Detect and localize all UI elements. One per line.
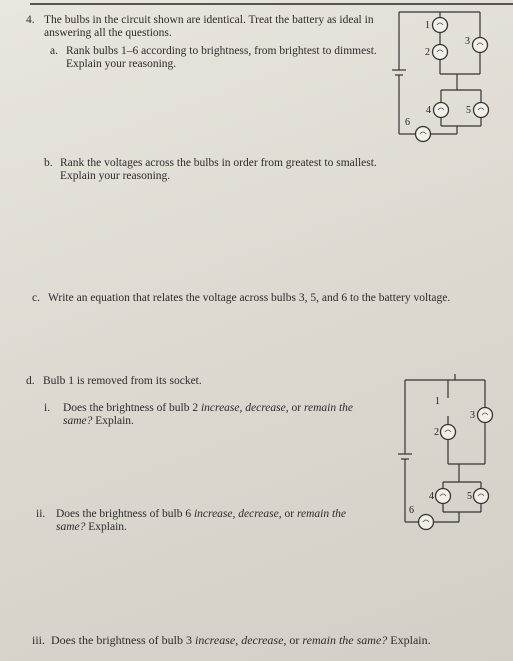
bulb-label-1: 1	[425, 20, 430, 31]
bulb-label-5: 5	[466, 105, 471, 116]
bulb-label-4: 4	[426, 105, 431, 116]
bulb-icon-3-b	[478, 408, 493, 423]
part-b-line1: Rank the voltages across the bulbs in order from greatest to smallest.	[60, 157, 377, 169]
bulb-label-6-b: 6	[409, 505, 414, 516]
part-d-ii-label: ii.	[36, 508, 46, 520]
part-d-ii-line2: same? Explain.	[56, 521, 127, 533]
bulb-icon-4	[434, 103, 449, 118]
part-d-ii-line1: Does the brightness of bulb 6 increase, decrease, or remain the	[56, 508, 347, 520]
circuit-diagram-top	[385, 4, 513, 144]
part-d-i-label: i.	[44, 402, 51, 414]
bulb-icon-6	[416, 127, 431, 142]
bulb-label-1-b: 1	[435, 396, 440, 407]
bulb-icon-6-b	[419, 515, 434, 530]
part-d-i-line2: same? Explain.	[63, 415, 134, 427]
bulb-icon-3	[473, 38, 488, 53]
bulb-icon-2-b	[441, 425, 456, 440]
bulb-icon-2	[433, 45, 448, 60]
bulb-icon-4-b	[436, 489, 451, 504]
circuit-diagram-bottom	[393, 372, 513, 532]
question-intro-line1: The bulbs in the circuit shown are identical. Treat the battery as ideal in	[44, 14, 374, 26]
part-b-line2: Explain your reasoning.	[60, 170, 171, 182]
bulb-label-5-b: 5	[467, 491, 472, 502]
bulb-label-3-b: 3	[470, 410, 475, 421]
bulb-label-2-b: 2	[434, 427, 439, 438]
part-c-line1: Write an equation that relates the voltage across bulbs 3, 5, and 6 to the battery voltage.	[48, 292, 451, 304]
bulb-label-6: 6	[405, 117, 410, 128]
bulb-label-2: 2	[425, 47, 430, 58]
part-d-iii-line: iii. Does the brightness of bulb 3 increase, decrease, or remain the same? Explain.	[32, 633, 431, 647]
part-a-label: a.	[50, 45, 58, 57]
part-d-label: d.	[26, 375, 35, 387]
question-number: 4.	[26, 14, 35, 26]
part-d-i-line1: Does the brightness of bulb 2 increase, decrease, or remain the	[63, 402, 354, 414]
bulb-icon-5	[474, 103, 489, 118]
bulb-icon-1	[433, 18, 448, 33]
question-intro-line2: answering all the questions.	[44, 27, 172, 39]
part-c-label: c.	[32, 292, 40, 304]
part-d-line1: Bulb 1 is removed from its socket.	[43, 375, 202, 387]
bulb-icon-5-b	[474, 489, 489, 504]
part-a-line2: Explain your reasoning.	[66, 58, 177, 70]
part-b-label: b.	[44, 157, 53, 169]
bulb-label-4-b: 4	[429, 491, 434, 502]
part-a-line1: Rank bulbs 1–6 according to brightness, from brightest to dimmest.	[66, 45, 377, 57]
bulb-label-3: 3	[465, 36, 470, 47]
